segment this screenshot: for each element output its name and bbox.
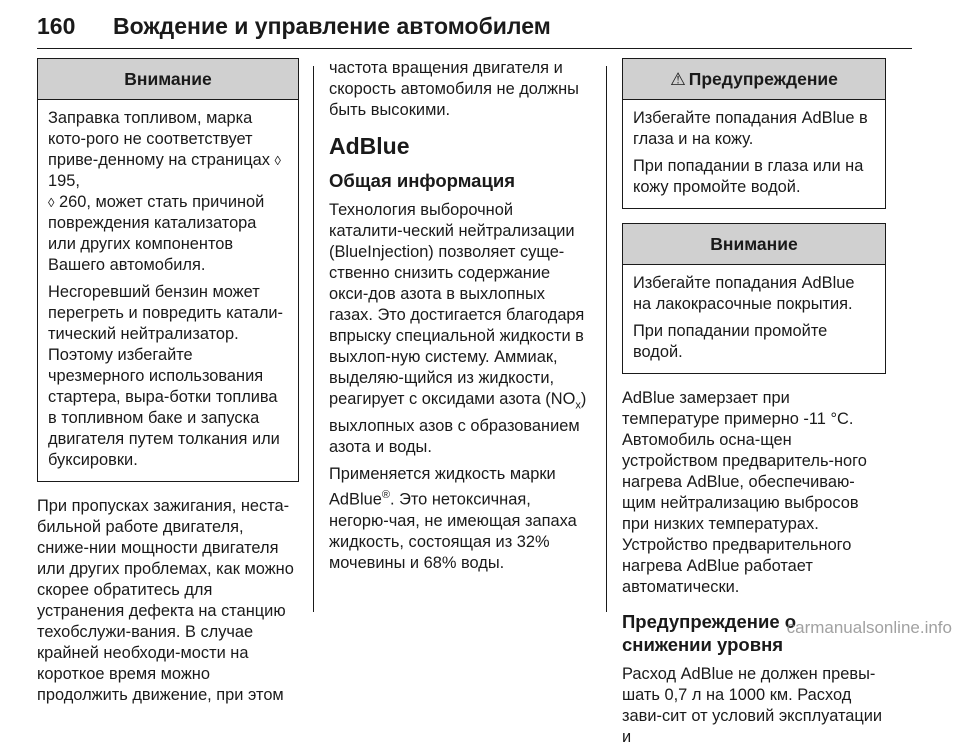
column-1 [37,58,299,712]
body-text: Технология выборочной каталити-ческий нейтрализации (BlueInjection) позволяет суще-ственно снизить содержание окси-дов азота в выхлопных газах. Это достигается благодаря впрыску специальной жидкости в выхлоп-ную систему. Аммиак, выделяю-щийся из жидкости, реагирует с оксидами азота (NO [329,201,585,408]
caution-text: , может стать причиной повреждения катализатора или других компонентов Вашего автомобиля. [48,193,265,274]
body-paragraph [329,200,591,458]
caution-box [622,223,886,374]
page-ref-icon: ◊ [48,195,55,210]
page-ref-icon: ◊ [274,153,281,168]
warning-box-header [623,59,885,100]
body-text: ) выхлопных азов с образованием азота и воды. [329,390,587,457]
page-header [37,8,912,49]
column-divider [313,66,314,612]
column-2 [329,58,591,580]
body-paragraph [329,464,591,573]
watermark-logo: carmanualsonline.info [786,618,952,637]
page-number: 160 [37,13,76,39]
caution-text: , [75,172,80,190]
body-text: . Это нетоксичная, негорю-чая, не имеющая запаха жидкость, состоящая из 32% мочевины и 68% воды. [329,490,577,572]
warning-paragraph: При попадании в глаза или на кожу промойте водой. [633,157,864,196]
caution-paragraph [48,108,288,276]
caution-box-title: Внимание [623,224,885,265]
caution-box [37,58,299,482]
body-paragraph: При пропусках зажигания, неста-бильной работе двигателя, сниже-нии мощности двигателя или других проблемах, как можно скорее обратитесь для устранения дефекта на станцию техобслужи-вания. В случае крайней необходи-мости на короткое время можно продолжить движение, при этом [37,497,294,704]
body-text: Применяется жидкость марки AdBlue [329,465,556,509]
caution-box-body [623,265,885,373]
caution-box-title: Внимание [38,59,298,100]
subsection-title: Общая информация [329,170,515,191]
section-title: AdBlue [329,133,410,159]
column-3 [622,58,886,754]
caution-box-body [38,100,298,481]
page-ref-link[interactable]: 195 [48,172,76,190]
body-paragraph: частота вращения двигателя и скорость автомобиля не должны быть высокими. [329,59,579,119]
warning-paragraph: Избегайте попадания AdBlue в глаза и на кожу. [633,109,868,148]
warning-box-title: Предупреждение [688,69,838,89]
warning-box [622,58,886,209]
warning-triangle-icon: ⚠ [670,69,686,89]
subsection-title: Предупреждение о снижении уровня [622,611,797,655]
subscript: x [575,399,581,412]
caution-text: Заправка топливом, марка кото-рого не соответствует приве-денному на страницах [48,109,275,169]
registered-mark: ® [381,489,390,502]
caution-paragraph: Несгоревший бензин может перегреть и повредить катали-тический нейтрализатор. Поэтому избегайте чрезмерного использования стартера, выра-ботки топлива в топливном баке и запуска двигателя путем толкания или буксировки. [48,283,283,469]
page-ref-link[interactable]: 260 [59,193,87,211]
warning-box-body [623,100,885,208]
caution-paragraph: При попадании промойте водой. [633,322,828,361]
body-paragraph: Расход AdBlue не должен превы-шать 0,7 л на 1000 км. Расход зави-сит от условий эксплуатации и [622,665,883,746]
column-divider [606,66,607,612]
caution-paragraph: Избегайте попадания AdBlue на лакокрасочные покрытия. [633,274,855,313]
body-paragraph: AdBlue замерзает при температуре примерно -11 °C. Автомобиль осна-щен устройством предваритель-ного нагрева AdBlue, обеспечиваю-щим нейтрализацию выбросов при низких температурах. Устройство предварительного нагрева AdBlue работает автоматически. [622,389,867,596]
page-title: Вождение и управление автомобилем [113,13,551,39]
